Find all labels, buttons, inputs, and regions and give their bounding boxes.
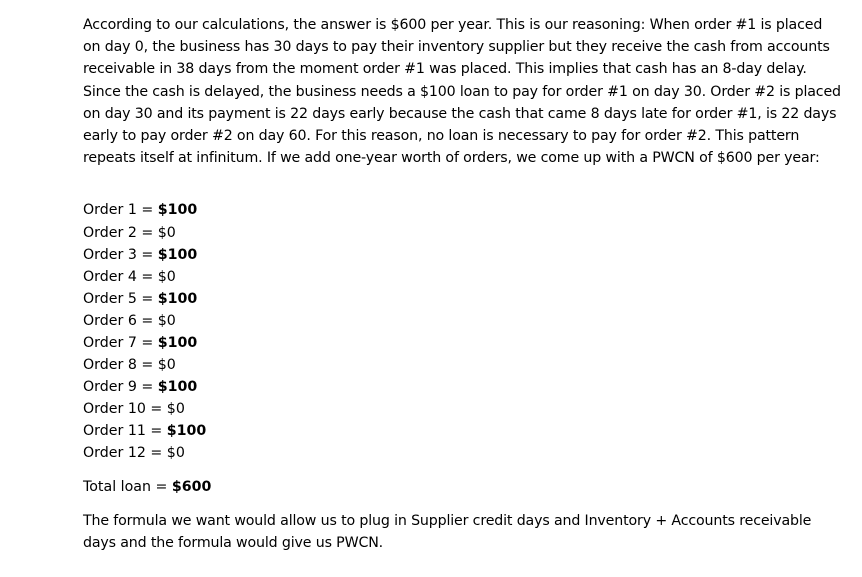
paragraph-line: repeats itself at infinitum. If we add one-year worth of orders, we come up with a PWCN of $600 per year: xyxy=(83,150,820,167)
order-row xyxy=(83,310,823,332)
document-body xyxy=(83,14,841,554)
paragraph-line: The formula we want would allow us to plug in Supplier credit days and Inventory + Accounts receivable xyxy=(83,512,812,529)
paragraph-line: on day 0, the business has 30 days to pay their inventory supplier but they receive the cash from accounts xyxy=(83,39,830,56)
order-amount: $100 xyxy=(157,290,198,307)
order-label: Order 9 = xyxy=(83,379,158,396)
order-row xyxy=(83,398,823,420)
order-row xyxy=(83,420,823,442)
order-amount: $100 xyxy=(157,202,198,219)
closing-paragraph xyxy=(83,510,823,554)
paragraph-line: Since the cash is delayed, the business needs a $100 loan to pay for order #1 on day 30. Order #2 is placed xyxy=(83,83,841,100)
order-label: Order 5 = xyxy=(83,290,158,307)
order-label: Order 7 = xyxy=(83,334,158,351)
paragraph-line: days and the formula would give us PWCN. xyxy=(83,534,384,551)
order-amount: $100 xyxy=(166,423,207,440)
order-label: Order 3 = xyxy=(83,246,158,263)
paragraph-line: receivable in 38 days from the moment order #1 was placed. This implies that cash has an 8-day delay. xyxy=(83,61,807,78)
order-amount: $0 xyxy=(157,312,176,329)
total-loan xyxy=(83,476,823,498)
order-row xyxy=(83,442,823,464)
order-label: Order 8 = xyxy=(83,357,158,374)
order-amount: $0 xyxy=(166,445,185,462)
total-label: Total loan = xyxy=(83,478,172,495)
order-amount: $100 xyxy=(157,334,198,351)
order-amount: $0 xyxy=(157,357,176,374)
order-row xyxy=(83,244,823,266)
order-row xyxy=(83,332,823,354)
order-row xyxy=(83,266,823,288)
paragraph-line: early to pay order #2 on day 60. For this reason, no loan is necessary to pay for order #2. This pattern xyxy=(83,128,800,145)
order-label: Order 11 = xyxy=(83,423,167,440)
order-row xyxy=(83,222,823,244)
paragraph-line: According to our calculations, the answer is $600 per year. This is our reasoning: When order #1 is placed xyxy=(83,17,823,33)
order-row xyxy=(83,199,823,221)
order-label: Order 2 = xyxy=(83,224,158,241)
order-label: Order 6 = xyxy=(83,312,158,329)
order-label: Order 12 = xyxy=(83,445,167,462)
total-amount: $600 xyxy=(171,478,212,495)
order-list xyxy=(83,199,823,464)
order-amount: $0 xyxy=(157,268,176,285)
reasoning-paragraph xyxy=(83,14,841,169)
order-amount: $100 xyxy=(157,379,198,396)
order-label: Order 1 = xyxy=(83,202,158,219)
order-row xyxy=(83,376,823,398)
order-row xyxy=(83,354,823,376)
order-label: Order 10 = xyxy=(83,401,167,418)
order-amount: $0 xyxy=(166,401,185,418)
order-row xyxy=(83,288,823,310)
order-amount: $0 xyxy=(157,224,176,241)
order-label: Order 4 = xyxy=(83,268,158,285)
paragraph-line: on day 30 and its payment is 22 days early because the cash that came 8 days late for order #1, is 22 days xyxy=(83,105,837,122)
order-amount: $100 xyxy=(157,246,198,263)
